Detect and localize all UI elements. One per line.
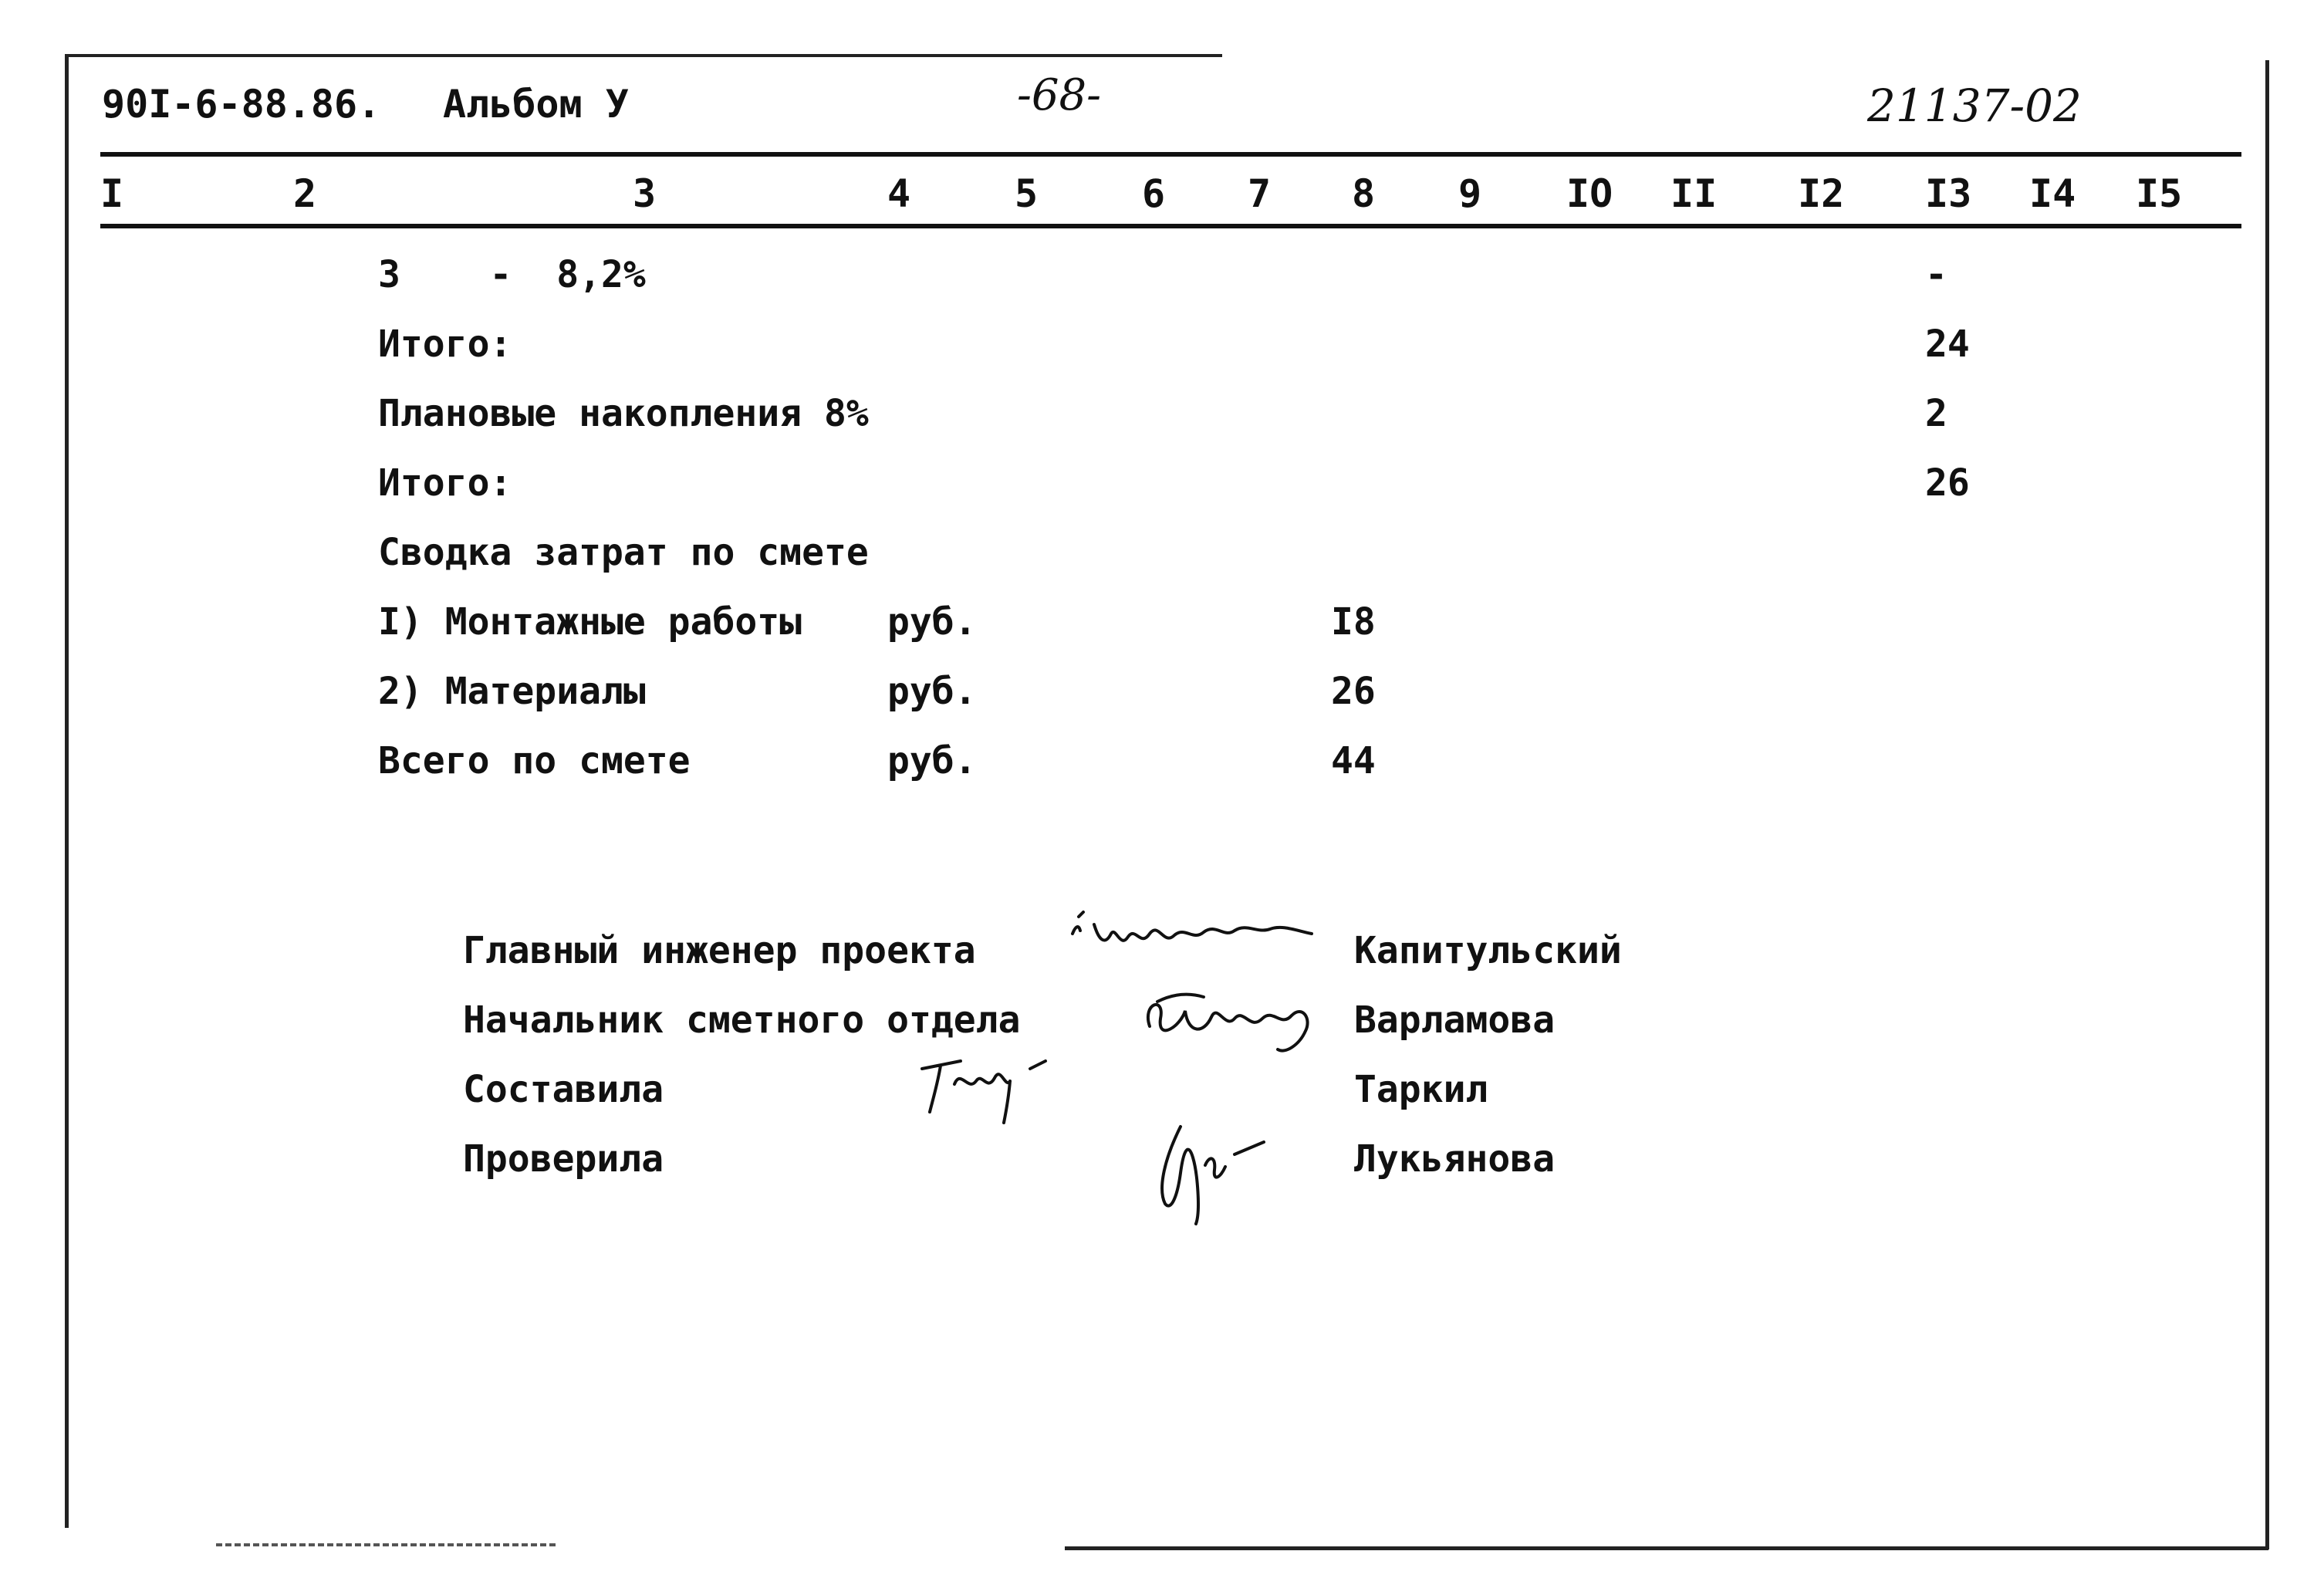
col-num-2: 2 xyxy=(293,171,317,216)
signatory-name: Лукьянова xyxy=(1354,1137,1556,1181)
col-num-15: I5 xyxy=(2136,171,2183,216)
col-num-12: I2 xyxy=(1798,171,1845,216)
col-num-3: 3 xyxy=(633,171,657,216)
row-label: Плановые накопления 8% xyxy=(378,392,869,435)
row-col13: 2 xyxy=(1925,392,1947,435)
col-num-5: 5 xyxy=(1015,171,1039,216)
frame-left-border xyxy=(65,54,69,1528)
frame-bottom-border xyxy=(1065,1546,2268,1550)
signature-head-of-department xyxy=(1127,980,1327,1065)
row-label: I) Монтажные работы xyxy=(378,600,802,644)
row-col8: 44 xyxy=(1331,739,1376,782)
col-num-10: IO xyxy=(1566,171,1613,216)
col-num-7: 7 xyxy=(1248,171,1272,216)
row-label: Итого: xyxy=(378,461,512,505)
col-num-8: 8 xyxy=(1352,171,1376,216)
signatory-name: Капитульский xyxy=(1354,929,1622,972)
album-label: Альбом У xyxy=(443,82,629,127)
header-rule-top xyxy=(100,152,2241,157)
row-unit: руб. xyxy=(887,739,977,782)
row-label: Всего по смете xyxy=(378,739,691,782)
header-rule-bottom xyxy=(100,224,2241,228)
row-col13: 24 xyxy=(1925,323,1970,366)
row-label: 3 - 8,2% xyxy=(378,253,646,296)
signature-checker xyxy=(1134,1111,1289,1227)
signature-chief-engineer xyxy=(1065,903,1327,972)
col-num-1: I xyxy=(100,171,124,216)
col-num-14: I4 xyxy=(2029,171,2076,216)
col-num-11: II xyxy=(1670,171,1718,216)
row-label: 2) Материалы xyxy=(378,670,646,713)
page-number: -68- xyxy=(1017,70,1102,120)
bottom-dashed-line xyxy=(216,1543,556,1546)
col-num-6: 6 xyxy=(1142,171,1166,216)
archive-number: 21137-02 xyxy=(1867,79,2082,132)
row-unit: руб. xyxy=(887,670,977,713)
row-label: Сводка затрат по смете xyxy=(378,531,869,574)
row-col13: - xyxy=(1925,253,1947,296)
row-label: Итого: xyxy=(378,323,512,366)
row-col13: 26 xyxy=(1925,461,1970,505)
doc-code: 90I-6-88.86. xyxy=(102,82,381,127)
signatory-title: Начальник сметного отдела xyxy=(463,999,1021,1042)
signature-compiler xyxy=(914,1038,1069,1130)
signatory-name: Таркил xyxy=(1354,1068,1488,1111)
row-col8: I8 xyxy=(1331,600,1376,644)
frame-right-border xyxy=(2265,60,2269,1549)
signatory-title: Главный инженер проекта xyxy=(463,929,976,972)
signatory-name: Варламова xyxy=(1354,999,1556,1042)
row-unit: руб. xyxy=(887,600,977,644)
col-num-9: 9 xyxy=(1458,171,1482,216)
signatory-title: Составила xyxy=(463,1068,664,1111)
col-num-13: I3 xyxy=(1925,171,1972,216)
frame-top-border xyxy=(65,54,1222,57)
row-col8: 26 xyxy=(1331,670,1376,713)
col-num-4: 4 xyxy=(887,171,911,216)
signatory-title: Проверила xyxy=(463,1137,664,1181)
